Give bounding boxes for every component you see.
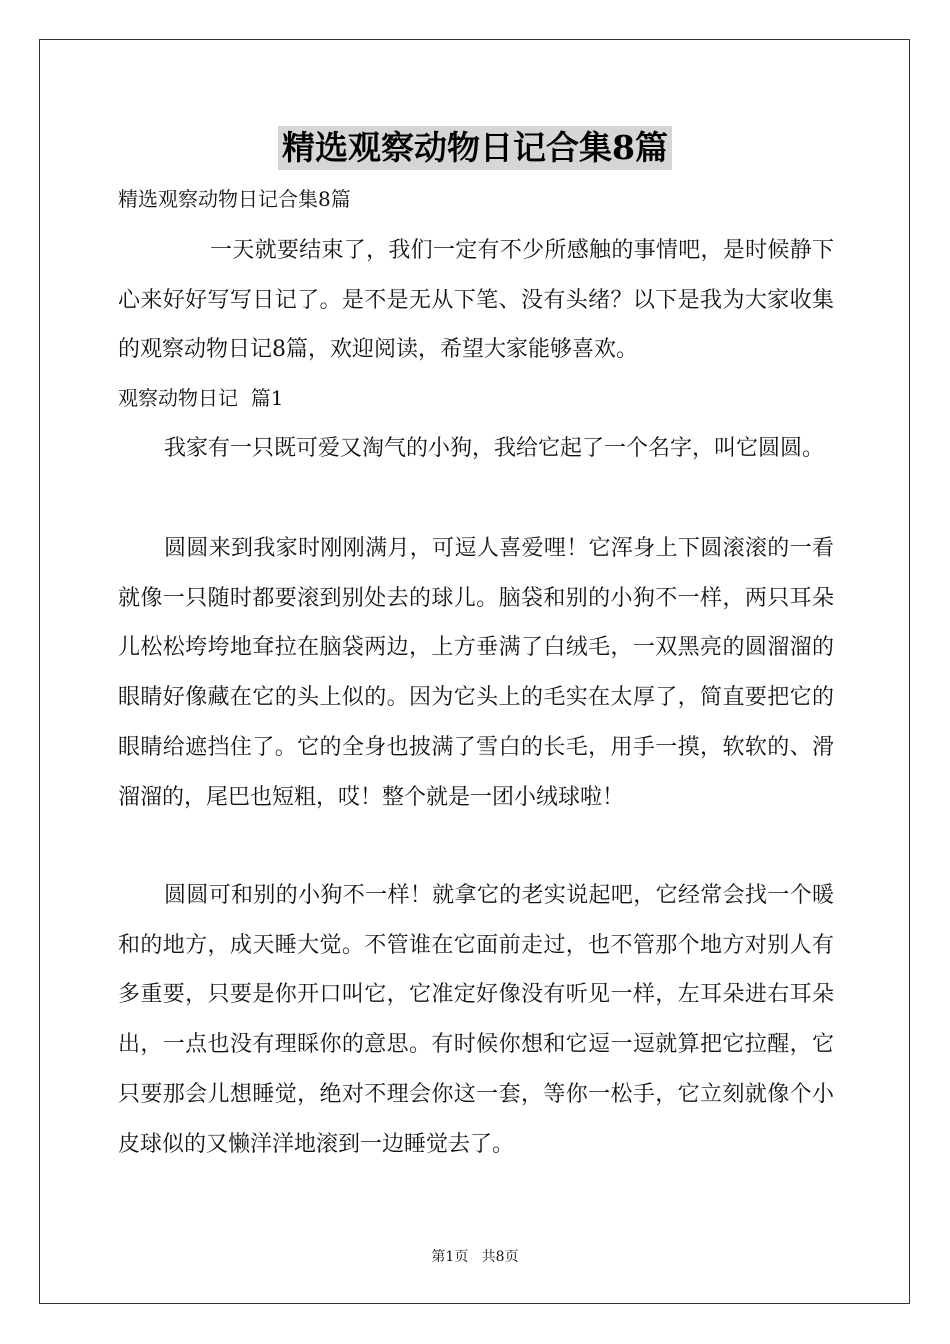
page-footer	[0, 1247, 950, 1267]
document-title: 精选观察动物日记合集8篇	[278, 126, 672, 170]
document-subtitle: 精选观察动物日记合集8篇	[118, 187, 351, 211]
title-container	[0, 126, 950, 170]
intro-paragraph: 一天就要结束了，我们一定有不少所感触的事情吧，是时候静下心来好好写写日记了。是不是无从下笔、没有头绪？以下是我为大家收集的观察动物日记8篇，欢迎阅读，希望大家能够喜欢。	[118, 238, 834, 363]
section-heading: 观察动物日记 篇1	[118, 386, 284, 410]
page-number-label: 第1页 共8页	[431, 1249, 519, 1265]
body-paragraph-3: 圆圆可和别的小狗不一样！就拿它的老实说起吧，它经常会找一个暖和的地方，成天睡大觉。不管谁在它面前走过，也不管那个地方对别人有多重要，只要是你开口叫它，它准定好像没有听见一样，左耳朵进右耳朵出，一点也没有理睬你的意思。有时候你想和它逗一逗就算把它拉醒，它只要那会儿想睡觉，绝对不理会你这一套，等你一松手，它立刻就像个小皮球似的又懒洋洋地滚到一边睡觉去了。	[118, 883, 834, 1157]
body-paragraph-1: 我家有一只既可爱又淘气的小狗，我给它起了一个名字，叫它圆圆。	[164, 436, 825, 461]
body-paragraph-2: 圆圆来到我家时刚刚满月，可逗人喜爱哩！它浑身上下圆滚滚的一看就像一只随时都要滚到别处去的球儿。脑袋和别的小狗不一样，两只耳朵儿松松垮垮地耷拉在脑袋两边，上方垂满了白绒毛，一双黑亮的圆溜溜的眼睛好像藏在它的头上似的。因为它头上的毛实在太厚了，简直要把它的眼睛给遮挡住了。它的全身也披满了雪白的长毛，用手一摸，软软的、滑溜溜的，尾巴也短粗，哎！整个就是一团小绒球啦！	[118, 536, 834, 810]
